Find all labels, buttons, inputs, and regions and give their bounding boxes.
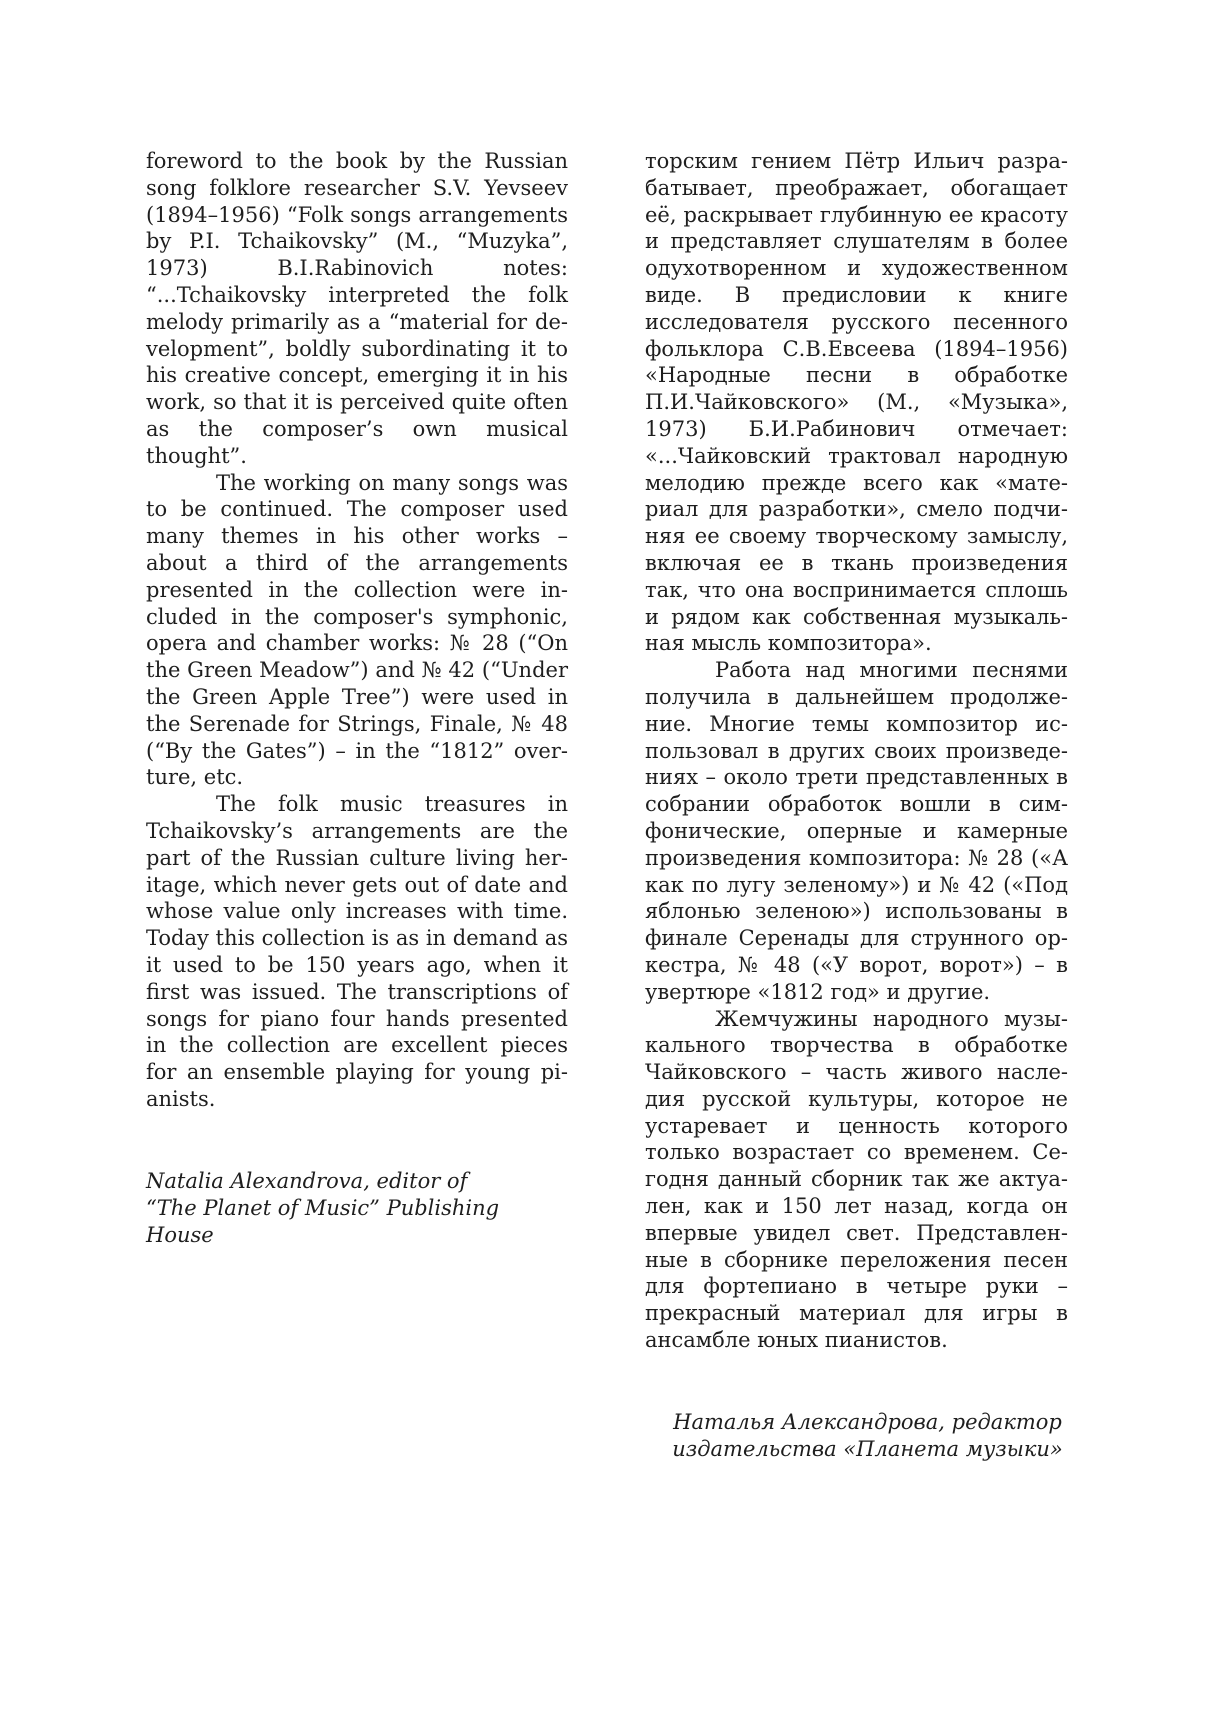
paragraph-ru-3: Жемчужины народного музыкального творчества в обработке Чайковского – часть живого наследия русской культуры, которое не устаревает и ценность которого только возрастает со временем. Сегодня данный сборник так же актуален, как и 150 лет назад, когда он впервые увидел свет. Представленные в сборнике переложения песен для фортепиано в четыре руки – прекрасный материал для игры в ансамбле юных пианистов. [645,1006,1068,1353]
paragraph-en-1: foreword to the book by the Russian song folklore researcher S.V. Yevseev (1894–1956) “Folk songs arrangements by P.I. Tchaikovsky” (M., “Muzyka”, 1973) B.I.Rabinovich notes: “...Tchaikovsky interpreted the folk melody primarily as a “material for development”, boldly subordinating it to his creative concept, emerging it in his work, so that it is perceived quite often as the composer’s own musical thought”. [146,149,568,468]
signature-line: House [146,1222,214,1247]
signature-line: издательства «Планета музыки» [672,1436,1063,1461]
signature-line: “The Planet of Music” Publishing [146,1195,500,1220]
paragraph-ru-1: торским гением Пётр Ильич разрабатывает, преображает, обогащает её, раскрывает глубинную ее красоту и представляет слушателям в более одухотворенном и художественном виде. В предисловии к книге исследователя русского песенного фольклора С.В.Евсеева (1894–1956) «Народные песни в обработке П.И.Чайковского» (М., «Музыка», 1973) Б.И.Рабинович отмечает: «...Чайковский трактовал народную мелодию прежде всего как «материал для разработки», смело подчиняя ее своему творческому замыслу, включая ее в ткань произведения так, что она воспринимается сплошь и рядом как собственная музыкальная мысль композитора». [645,149,1068,656]
signature-line: Наталья Александрова, редактор [673,1409,1062,1434]
paragraph-en-2: The working on many songs was to be continued. The composer used many themes in his other works – about a third of the arrangements presented in the collection were included in the composer's symphonic, opera and chamber works: № 28 (“On the Green Meadow”) and № 42 (“Under the Green Apple Tree”) were used in the Serenade for Strings, Finale, № 48 (“By the Gates”) – in the “1812” overture, etc. [146,470,568,790]
right-column-russian [645,148,1068,1463]
paragraph-en-3: The folk music treasures in Tchaikovsky’s arrangements are the part of the Russian culture living heritage, which never gets out of date and whose value only increases with time. Today this collection is as in demand as it used to be 150 years ago, when it first was issued. The transcriptions of songs for piano four hands presented in the collection are excellent pieces for an ensemble playing for young pianists. [146,792,568,1111]
editor-signature-russian [645,1409,1068,1463]
left-column-english [146,148,568,1249]
signature-line: Natalia Alexandrova, editor of [146,1168,468,1193]
paragraph-ru-2: Работа над многими песнями получила в дальнейшем продолжение. Многие темы композитор использовал в других своих произведениях – около трети представленных в собрании обработок вошли в симфонические, оперные и камерные произведения композитора: № 28 («А как по лугу зеленому») и № 42 («Под яблонью зеленою») использованы в финале Серенады для струнного оркестра, № 48 («У ворот, ворот») – в увертюре «1812 год» и другие. [645,658,1068,1004]
editor-signature-english [146,1168,568,1249]
